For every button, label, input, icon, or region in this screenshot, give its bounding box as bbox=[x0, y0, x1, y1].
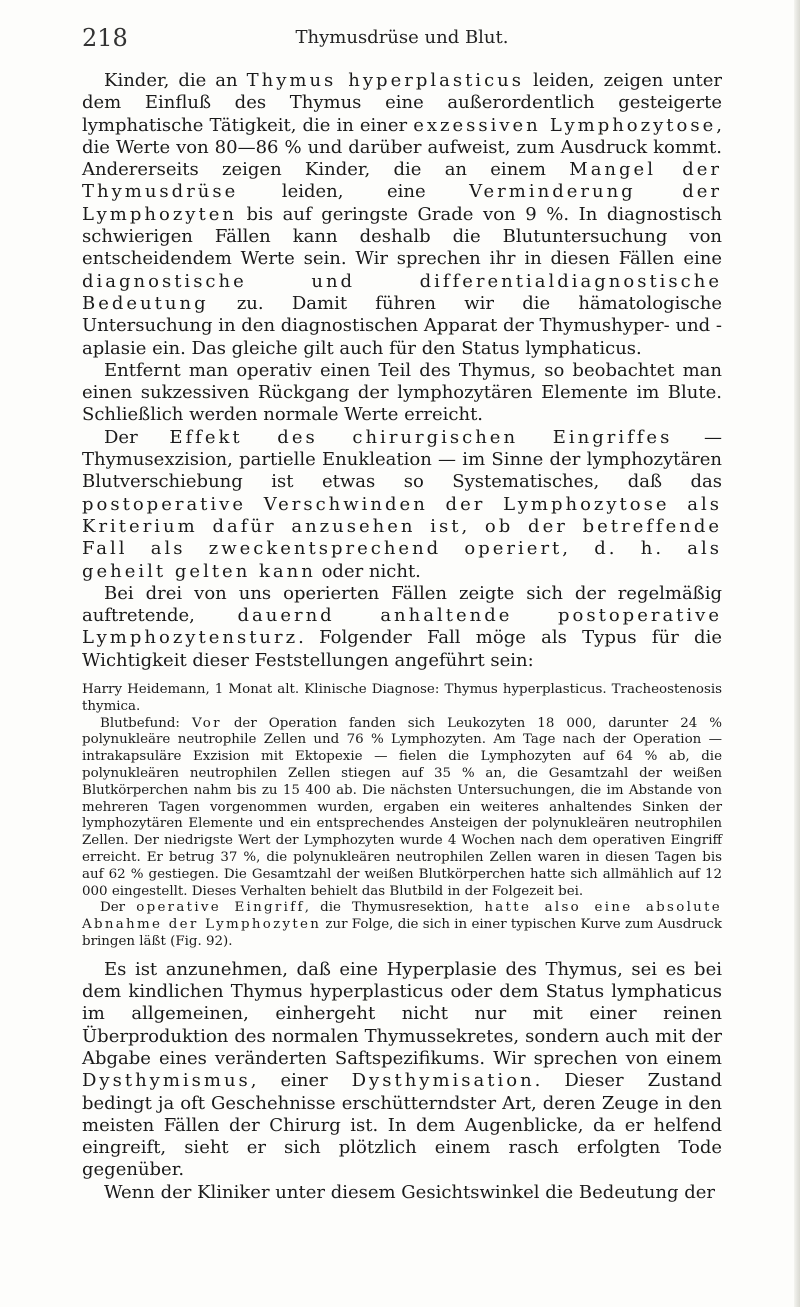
page-body bbox=[82, 70, 722, 1204]
spaced-emphasis: diagnostische und differentialdiagnostische Bedeutung bbox=[82, 270, 722, 314]
spaced-emphasis: Dysthymisation bbox=[351, 1070, 535, 1092]
paragraph-1 bbox=[82, 70, 722, 360]
spaced-emphasis: Effekt des chirurgischen Eingriffes bbox=[169, 426, 673, 448]
text-run: Es ist anzunehmen, daß eine Hyperplasie des Thymus, sei es bei dem kindlichen Thymus hyperplasticus oder dem Status lymphaticus im allgemeinen, einhergeht nicht nur mit einer reinen Überproduktion des normalen Thymussekretes, sondern auch mit der Abgabe eines veränderten Saftspezifikums. Wir sprechen von einem bbox=[82, 958, 722, 1069]
text-run: , die Thymusresektion, bbox=[304, 900, 485, 916]
text-run: — Thymusexzision, partielle Enukleation — im Sinne der lymphozytären Blutverschiebung ist etwas so Systematisches, daß das bbox=[82, 426, 722, 493]
text-run: Bei drei von uns operierten Fällen zeigte sich der regelmäßig auftretende, bbox=[82, 582, 722, 627]
body-text bbox=[82, 70, 722, 672]
text-run: oder nicht. bbox=[315, 560, 421, 582]
spaced-emphasis: hatte also eine absolute Abnahme der Lymphozyten bbox=[82, 900, 722, 933]
text-run: Kinder, die an bbox=[104, 70, 247, 91]
page-header bbox=[82, 20, 722, 56]
text-run: bis auf geringste Grade von 9 %. In diagnostisch schwierigen Fällen kann deshalb die Blutuntersuchung von entscheidendem Werte sein. Wir sprechen ihr in diesen Fällen eine bbox=[82, 203, 722, 270]
text-run: leiden, zeigen unter dem Einfluß des Thymus eine außerordentlich gesteigerte lymphatische Tätigkeit, die in einer bbox=[82, 70, 723, 136]
page-edge-shadow bbox=[794, 0, 800, 1307]
spaced-emphasis: postoperative Verschwinden der Lymphozytose als Kriterium dafür anzusehen ist, ob der betreffende Fall als zweckentsprechend operiert, d. h. als geheilt gelten kann bbox=[82, 493, 722, 582]
spaced-emphasis: Dysthymismus bbox=[82, 1070, 251, 1092]
text-run: , die Werte von 80—86 % und darüber aufweist, zum Ausdruck kommt. Andererseits zeigen Kinder, die an einem bbox=[82, 114, 722, 181]
paragraph-5 bbox=[82, 959, 722, 1182]
text-run: Der bbox=[100, 900, 137, 916]
spaced-emphasis: Mangel der Thymusdrüse bbox=[82, 159, 722, 203]
paragraph-2: Entfernt man operativ einen Teil des Thymus, so beobachtet man einen sukzessiven Rückgang der lymphozytären Elemente im Blute. Schließlich werden normale Werte erreicht. bbox=[82, 359, 722, 426]
text-run: . Dieser Zustand bedingt ja oft Geschehnisse erschütterndster Art, deren Zeuge in den meisten Fällen der Chirurg ist. In dem Augenblicke, da er helfend eingreift, sieht er sich plötzlich einem rasch erfolgten Tode gegenüber. bbox=[82, 1070, 722, 1181]
text-run: leiden, eine bbox=[238, 181, 470, 203]
text-run: der Operation fanden sich Leukozyten 18 000, darunter 24 % polynukleäre neutrophile Zellen und 76 % Lymphozyten. Am Tage nach der Operation — intrakapsuläre Exzision mit Ektopexie — fielen die Lymphozyten auf 64 % ab, die polynukleären neutrophilen Zellen stiegen auf 35 % an, die Gesamtzahl der weißen Blutkörperchen nahm bis zu 15 400 ab. Die nächsten Untersuchungen, die im Abstande von mehreren Tagen vorgenommen wurden, ergaben ein weiteres anhaltendes Sinken der lymphozytären Elemente und ein entsprechendes Ansteigen der polynukleären neutrophilen Zellen. Der niedrigste Wert der Lymphozyten wurde 4 Wochen nach dem operativen Eingriff erreicht. Er betrug 37 %, die polynukleären neutrophilen Zellen waren in diesen Tagen bis auf 62 % gestiegen. Die Gesamtzahl der weißen Blutkörperchen hatte sich allmählich auf 12 000 eingestellt. Dieses Verhalten behielt das Blutbild in der Folgezeit bei. bbox=[82, 715, 723, 899]
text-run: , einer bbox=[250, 1070, 352, 1092]
body-text-continued bbox=[82, 959, 722, 1204]
spaced-emphasis: exzessiven Lymphozytose bbox=[413, 114, 717, 136]
page-number: 218 bbox=[82, 24, 128, 52]
text-run: . Folgender Fall möge als Typus für die Wichtigkeit dieser Feststellungen angeführt sein: bbox=[82, 627, 722, 671]
case-conclusion bbox=[82, 900, 722, 950]
spaced-emphasis: Vor bbox=[191, 715, 222, 731]
paragraph-3 bbox=[82, 427, 722, 583]
spaced-emphasis: operative Eingriff bbox=[136, 900, 305, 916]
spaced-emphasis: Thymus hyperplasticus bbox=[246, 70, 524, 91]
text-run: zur Folge, die sich in einer typischen Kurve zum Ausdruck bringen läßt (Fig. 92). bbox=[82, 917, 722, 949]
spaced-emphasis: Verminderung der Lymphozyten bbox=[82, 181, 722, 225]
case-heading: Harry Heidemann, 1 Monat alt. Klinische Diagnose: Thymus hyperplasticus. Tracheostenosis thymica. bbox=[82, 682, 722, 714]
case-report bbox=[82, 682, 722, 951]
case-blood-findings bbox=[82, 716, 722, 901]
spaced-emphasis: dauernd anhaltende postoperative Lymphozytensturz bbox=[82, 605, 722, 649]
text-run: zu. Damit führen wir die hämatologische Untersuchung in den diagnostischen Apparat der Thymushyper- und -aplasie ein. Das gleiche gilt auch für den Status lymphaticus. bbox=[82, 292, 722, 359]
paragraph-4 bbox=[82, 583, 722, 672]
text-run: Der bbox=[104, 426, 170, 448]
text-run: Blutbefund: bbox=[100, 715, 192, 731]
paragraph-6: Wenn der Kliniker unter diesem Gesichtswinkel die Bedeutung der bbox=[104, 1181, 716, 1203]
running-head: Thymusdrüse und Blut. bbox=[295, 27, 509, 48]
